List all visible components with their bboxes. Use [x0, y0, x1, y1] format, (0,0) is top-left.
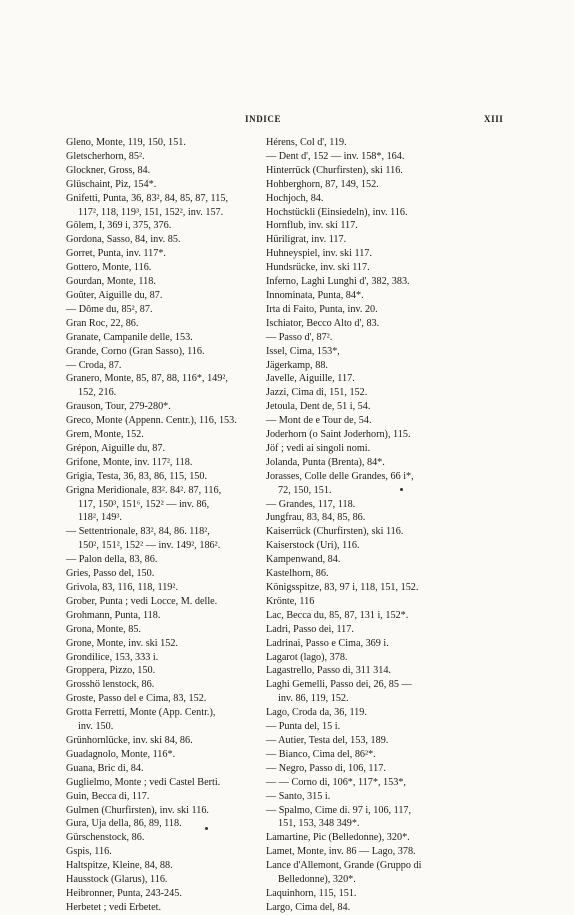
index-entry: — Settentrionale, 83², 84, 86. 118²,	[66, 526, 210, 538]
index-entry: Jetoula, Dent de, 51 i, 54.	[266, 401, 371, 413]
index-entry: — Dent d', 152 — inv. 158*, 164.	[266, 150, 405, 162]
index-entry: Gleno, Monte, 119, 150, 151.	[66, 137, 186, 148]
index-entry: Gura, Uja della, 86, 89, 118.	[66, 818, 182, 830]
index-entry: Gspis, 116.	[66, 846, 112, 858]
index-entry: Granero, Monte, 85, 87, 88, 116*, 149²,	[66, 373, 228, 385]
index-entry: — Dôme du, 85², 87.	[66, 303, 153, 315]
index-entry: Kastelhorn, 86.	[266, 568, 329, 580]
index-entry: Grünhornlücke, inv. ski 84, 86.	[66, 734, 193, 746]
index-entry: inv. 150.	[78, 721, 114, 733]
index-entry: Gnifetti, Punta, 36, 83², 84, 85, 87, 115,	[66, 192, 228, 204]
index-entry: Grauson, Tour, 279-280*.	[66, 401, 171, 413]
index-entry: Javelle, Aiguille, 117.	[266, 373, 355, 385]
index-entry: Groppera, Pizzo, 150.	[66, 665, 156, 677]
index-entry: Heibronner, Punta, 243-245.	[66, 887, 182, 899]
index-entry: Grépon, Aiguille du, 87.	[66, 442, 166, 454]
index-column-right	[266, 136, 504, 915]
index-entry: Granate, Campanile delle, 153.	[66, 331, 193, 343]
index-entry: Jungfrau, 83, 84, 85, 86.	[266, 512, 366, 524]
index-entry: Hérens, Col d', 119.	[266, 137, 347, 148]
index-entry: Grona, Monte, 85.	[66, 623, 141, 635]
index-entry: Gürschenstock, 86.	[66, 832, 145, 844]
page-title: INDICE	[245, 114, 282, 124]
index-entry: Grigna Meridionale, 83². 84². 87, 116,	[66, 484, 222, 496]
index-entry: Lac, Becca du, 85, 87, 131 i, 152*.	[266, 609, 409, 621]
index-entry: — Grandes, 117, 118.	[266, 498, 356, 510]
index-entry: 151, 153, 348 349*.	[278, 818, 360, 830]
index-entry: — Passo d', 87².	[266, 331, 333, 343]
index-entry: Gourdan, Monte, 118.	[66, 276, 156, 288]
index-entry: — Mont de e Tour de, 54.	[266, 415, 372, 427]
index-entry: Joderhorn (o Saint Joderhorn), 115.	[266, 429, 411, 441]
index-entry: Largo, Cima del, 84.	[266, 901, 351, 913]
index-entry: inv. 86, 119, 152.	[278, 693, 349, 705]
index-entry: Gulmen (Churfirsten), inv. ski 116.	[66, 804, 209, 816]
speck-mark	[400, 488, 403, 491]
index-entry: Groste, Passo del e Cima, 83, 152.	[66, 693, 207, 705]
index-entry: Herbetet ; vedi Erbetet.	[66, 901, 162, 913]
index-entry: Grigia, Testa, 36, 83, 86, 115, 150.	[66, 470, 208, 482]
index-entry: 150², 151², 152² — inv. 149², 186².	[78, 540, 221, 552]
index-entry: Laghi Gemelli, Passo dei, 26, 85 —	[266, 679, 412, 691]
index-entry: Ladrinai, Passo e Cima, 369 i.	[266, 637, 389, 649]
index-entry: 117², 118, 119³, 151, 152², inv. 157.	[78, 206, 224, 218]
index-entry: — Autier, Testa del, 153, 189.	[266, 734, 389, 746]
index-entry: — Palon della, 83, 86.	[66, 554, 158, 566]
page-number: XIII	[484, 114, 504, 124]
index-entry: Guana, Bric di, 84.	[66, 762, 144, 774]
index-entry: Jolanda, Punta (Brenta), 84*.	[266, 456, 385, 468]
index-entry: Guadagnolo, Monte, 116*.	[66, 748, 176, 760]
index-entry: — Spalmo, Cime di. 97 i, 106, 117,	[266, 804, 412, 816]
index-entry: Hohberghorn, 87, 149, 152.	[266, 178, 379, 190]
index-entry: — Bianco, Cima del, 86²*.	[266, 748, 376, 760]
index-entry: Lamartine, Pic (Belledonne), 320*.	[266, 832, 410, 844]
index-entry: — Santo, 315 i.	[266, 790, 331, 802]
index-column-left	[66, 136, 266, 915]
index-entry: Lago, Croda da, 36, 119.	[266, 707, 367, 719]
index-entry: Guglielmo, Monte ; vedi Castel Berti.	[66, 776, 221, 788]
index-entry: — Negro, Passo di, 106, 117.	[266, 762, 386, 774]
index-entry: Grondilice, 153, 333 i.	[66, 651, 159, 663]
index-entry: Gorret, Punta, inv. 117*.	[66, 248, 166, 260]
index-entry: Hüriligrat, inv. 117.	[266, 234, 347, 246]
index-entry: — Punta del, 15 i.	[266, 721, 341, 733]
index-entry: Goûter, Aiguille du, 87.	[66, 289, 163, 301]
index-entry: Grande, Corno (Gran Sasso), 116.	[66, 345, 205, 357]
index-entry: Jägerkamp, 88.	[266, 359, 328, 371]
index-entry: Glockner, Gross, 84.	[66, 164, 151, 176]
index-entry: Innominata, Punta, 84*.	[266, 289, 364, 301]
index-entry: Gölem, I, 369 i, 375, 376.	[66, 220, 172, 232]
index-entry: Grosshö lenstock, 86.	[66, 679, 155, 691]
index-entry: Gran Roc, 22, 86.	[66, 317, 139, 329]
index-entry: — — Corno di, 106*, 117*, 153*,	[266, 776, 406, 788]
index-entry: Greco, Monte (Appenn. Centr.), 116, 153.	[66, 415, 237, 427]
index-entry: Grober, Punta ; vedi Locce, M. delle.	[66, 595, 218, 607]
index-entry: Huhneyspiel, inv. ski 117.	[266, 248, 372, 260]
index-entry: Gordona, Sasso, 84, inv. 85.	[66, 234, 181, 246]
index-entry: Lamet, Monte, inv. 86 — Lago, 378.	[266, 846, 416, 858]
index-entry: Grivola, 83, 116, 118, 119².	[66, 582, 178, 593]
index-entry: Gottero, Monte, 116.	[66, 262, 152, 274]
index-entry: Ischiator, Becco Alto d', 83.	[266, 317, 380, 329]
index-entry: Gries, Passo del, 150.	[66, 568, 155, 580]
index-entry: Grone, Monte, inv. ski 152.	[66, 637, 178, 649]
index-entry: Inferno, Laghi Lunghi d', 382, 383.	[266, 276, 410, 288]
index-entry: Lagastrello, Passo di, 311 314.	[266, 665, 391, 677]
index-entry: Belledonne), 320*.	[278, 874, 356, 886]
index-entry: Hinterrück (Churfirsten), ski 116.	[266, 164, 403, 176]
index-entry: Lagarot (lago), 378.	[266, 651, 348, 663]
index-entry: Hornflub, inv. ski 117.	[266, 220, 358, 232]
index-entry: Haltspitze, Kleine, 84, 88.	[66, 860, 173, 872]
index-entry: Guin, Becca di, 117.	[66, 790, 150, 802]
index-entry: Grem, Monte, 152.	[66, 429, 144, 441]
index-entry: Irta di Faito, Punta, inv. 20.	[266, 303, 378, 315]
speck-mark	[205, 827, 208, 830]
index-entry: Lance d'Allemont, Grande (Gruppo di	[266, 860, 422, 872]
index-entry: Grifone, Monte, inv. 117², 118.	[66, 456, 193, 468]
index-entry: 152, 216.	[78, 387, 117, 399]
page-header	[0, 114, 574, 128]
index-entry: 118², 149³.	[78, 512, 122, 524]
index-entry: Kaiserrück (Churfirsten), ski 116.	[266, 526, 404, 538]
index-entry: Jöf ; vedi ai singoli nomi.	[266, 442, 371, 454]
index-entry: Jorasses, Colle delle Grandes, 66 i*,	[266, 470, 414, 482]
index-entry: Glüschaint, Piz, 154*.	[66, 178, 157, 190]
index-entry: Kampenwand, 84.	[266, 554, 341, 566]
index-entry: 117, 150³, 151⁶, 152² — inv. 86,	[78, 498, 210, 510]
index-entry: Kaiserstock (Uri), 116.	[266, 540, 360, 552]
index-entry: 72, 150, 151.	[278, 484, 332, 496]
index-entry: Königsspitze, 83, 97 i, 118, 151, 152.	[266, 582, 419, 593]
index-entry: Grohmann, Punta, 118.	[66, 609, 161, 621]
index-entry: Krönte, 116	[266, 595, 315, 607]
index-entry: Hochjoch, 84.	[266, 192, 324, 204]
index-entry: Jazzi, Cima di, 151, 152.	[266, 387, 368, 399]
index-entry: Hausstock (Glarus), 116.	[66, 874, 168, 886]
index-entry: Laquinhorn, 115, 151.	[266, 887, 357, 899]
index-entry: Hochstückli (Einsiedeln), inv. 116.	[266, 206, 408, 218]
index-entry: Ladri, Passo dei, 117.	[266, 623, 354, 635]
index-entry: Hundsrücke, inv. ski 117.	[266, 262, 370, 274]
index-entry: Gletscherhorn, 85².	[66, 150, 145, 162]
index-entry: — Croda, 87.	[66, 359, 122, 371]
index-entry: Issel, Cima, 153*,	[266, 345, 340, 357]
index-entry: Grotta Ferretti, Monte (App. Centr.),	[66, 707, 216, 719]
